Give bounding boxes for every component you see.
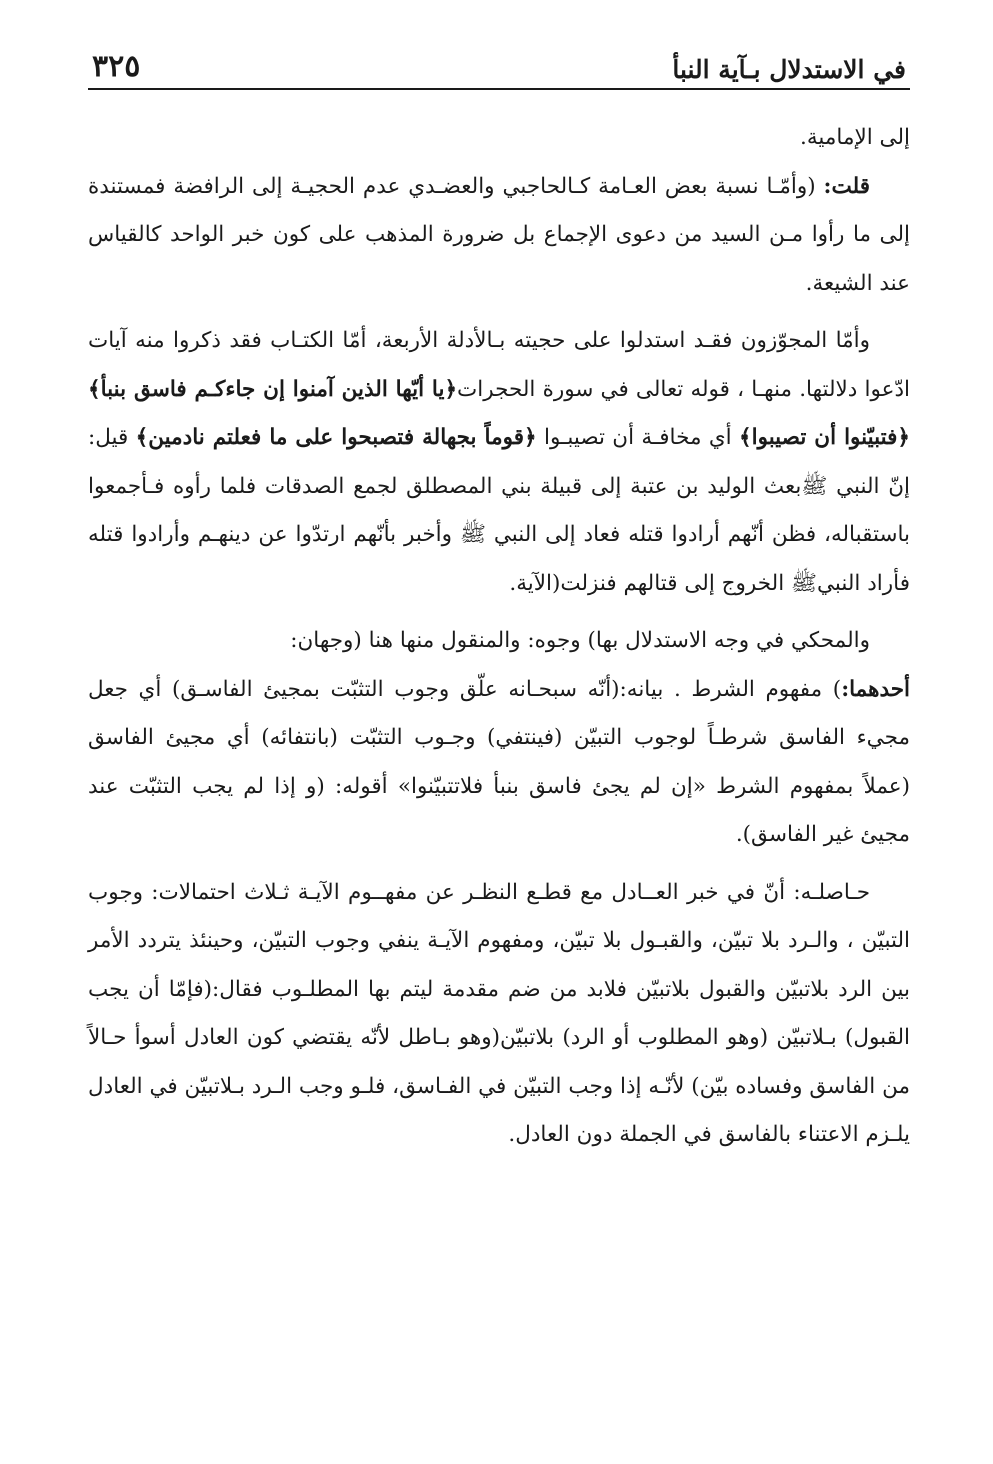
book-page — [88, 40, 910, 1160]
text-run-bold: قلت: — [823, 173, 870, 199]
paragraph — [88, 869, 910, 1160]
text-run: ) مفهوم الشرط . بيانه:(أنّه سبحـانه علّق وجوب التثبّت بمجيئ الفاسـق) أي جعل مجيء الفاسق شرطـاً لوجوب التبيّن (فينتفي) وجـوب التثبّت (بانتفائه) أي مجيئ الفاسق (عملاً بمفهوم الشرط «إن لم يجئ فاسق بنبأ فلاتتبيّنوا» أقوله: (و إذا لم يجب التثبّت عند مجيئ غير الفاسق). — [88, 676, 910, 847]
quran-verse: ﴿فتبيّنوا أن تصيبوا﴾ — [739, 425, 910, 450]
text-run: أي مخافـة أن تصيبـوا — [536, 425, 740, 450]
page-header — [88, 40, 910, 90]
text-run: إلى الإمامية. — [800, 125, 910, 150]
paragraph — [88, 666, 910, 860]
running-title: في الاستدلال بـآية النبأ — [672, 55, 906, 84]
text-run: قيل: إنّ النبي ﷺبعث الوليد بن عتبة إلى قبيلة بني المصطلق لجمع الصدقات فلما رأوه فـأجمعوا باستقباله، فظن أنّهم أرادوا قتله فعاد إلى النبي ﷺ وأخبر بأنّهم ارتدّوا عن دينهـم وأرادوا قتله فأراد النبيﷺ الخروج إلى قتالهم فنزلت(الآية. — [88, 425, 910, 596]
text-run: والمحكي في وجه الاستدلال بها) وجوه: والمنقول منها هنا (وجهان: — [290, 628, 870, 653]
text-run: وأمّا المجوّزون فقـد استدلوا على حجيته بـالأدلة الأربعة، أمّا الكتـاب فقد ذكروا منه آيات ادّعوا دلالتها. منهـا ، قوله تعالى في سورة الحجرات — [88, 328, 910, 402]
text-run-bold: أحدهما: — [841, 676, 910, 702]
body-text — [88, 114, 910, 1160]
text-run: (وأمّـا نسبة بعض العـامة كـالحاجبي والعضـدي عدم الحجيـة إلى الرافضة فمستندة إلى ما رأوا مـن السيد من دعوى الإجماع بل ضرورة المذهب على كون خبر الواحد كالقياس عند الشيعة. — [88, 173, 910, 296]
quran-verse: ﴿يا أيّها الذين آمنوا إن جاءكـم فاسق بنبأ﴾ — [88, 376, 458, 402]
paragraph — [88, 617, 910, 666]
paragraph — [88, 163, 910, 309]
page-number: ٣٢٥ — [92, 49, 141, 84]
paragraph — [88, 114, 910, 163]
quran-verse: ﴿قوماً بجهالة فتصبحوا على ما فعلتم نادمين﴾ — [135, 425, 537, 450]
paragraph — [88, 317, 910, 608]
text-run: حـاصلـه: أنّ في خبر العــادل مع قطـع النظـر عن مفهــوم الآيـة ثـلاث احتمالات: وجوب التبيّن ، والـرد بلا تبيّن، والقبـول بلا تبيّن، ومفهوم الآيـة ينفي وجوب التبيّن، وحينئذ يتردد الأمر بين الرد بلاتبيّن والقبول بلاتبيّن فلابد من ضم مقدمة ليتم بها المطلـوب فقال:(فإمّا أن يجب القبول) بـلاتبيّن (وهو المطلوب أو الرد) بلاتبيّن(وهو بـاطل لأنّه يقتضي كون العادل أسوأ حـالاً من الفاسق وفساده بيّن) لأنّـه إذا وجب التبيّن في الفـاسق، فلـو وجب الـرد بـلاتبيّن في العادل يلـزم الاعتناء بالفاسق في الجملة دون العادل. — [88, 879, 910, 1147]
